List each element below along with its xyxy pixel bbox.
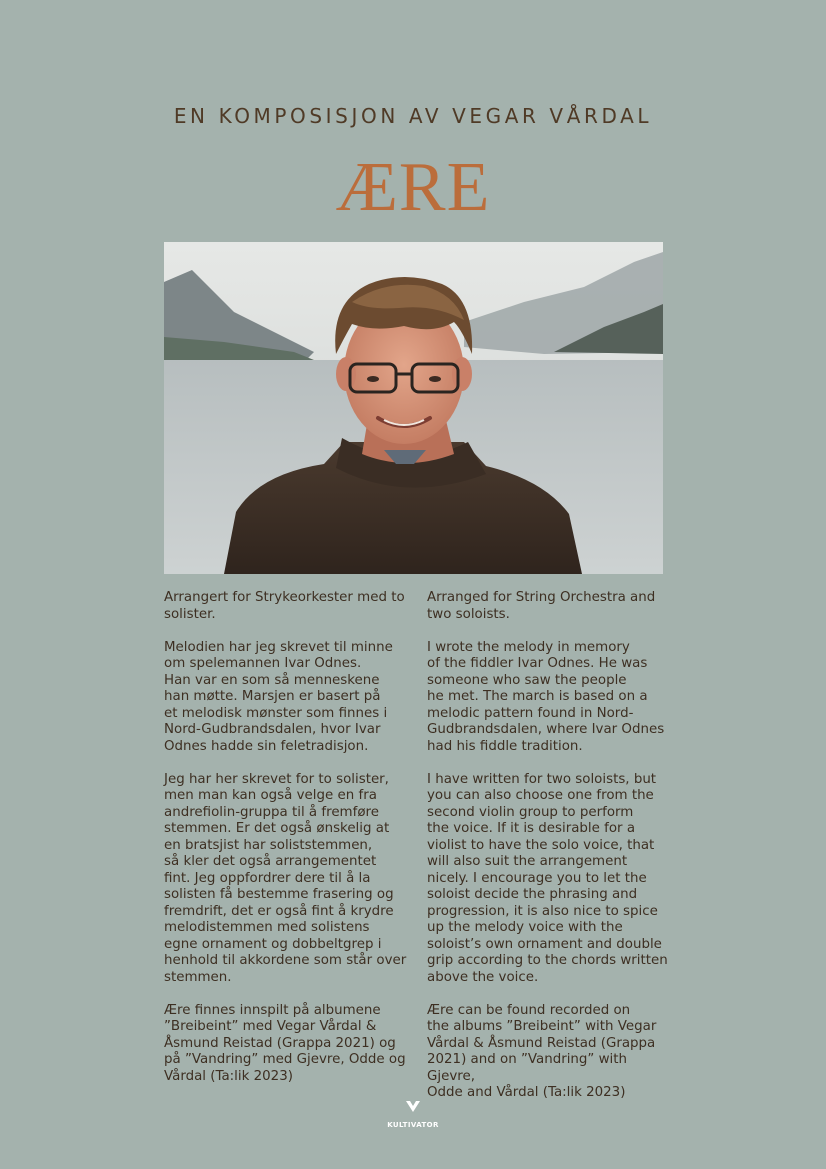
composer-kicker: EN KOMPOSISJON AV VEGAR VÅRDAL [173,104,653,128]
english-paragraph: Arranged for String Orchestra and two soloists. [427,590,656,622]
norwegian-text-column [164,590,412,1102]
portrait-photo [164,242,663,574]
publisher-name: KULTIVATOR [387,1121,439,1129]
english-text-column [427,590,675,1118]
page-title: ÆRE [335,149,491,226]
english-paragraph: I wrote the melody in memory of the fiddler Ivar Odnes. He was someone who saw the people he met. The march is based on a melodic pattern found in Nord- Gudbrandsdalen, where Ivar Odnes had his fiddle tradition. [427,639,665,754]
english-paragraph: I have written for two soloists, but you can also choose one from the second violin group to perform the voice. If it is desirable for a violist to have the solo voice, that will also suit the arrangement nicely. I encourage you to let the soloist decide the phrasing and progression, it is also nice to spice up the melody voice with the soloist’s own ornament and double grip according to the chords written above the voice. [427,771,668,985]
publisher-footer [0,1100,826,1129]
norwegian-paragraph: Jeg har her skrevet for to solister, men man kan også velge en fra andrefiolin-gruppa til å fremføre stemmen. Er det også ønskelig at en bratsjist har soliststemmen, så kler det også arrangementet fint. Jeg oppfordrer dere til å la solisten få bestemme frasering og fremdrift, det er også fint å krydre melodistemmen med solistens egne ornament og dobbeltgrep i henhold til akkordene som står over stemmen. [164,771,407,985]
norwegian-paragraph: Ære finnes innspilt på albumene ”Breibeint” med Vegar Vårdal & Åsmund Reistad (Grappa 2021) og på ”Vandring” med Gjevre, Odde og Vårdal (Ta:lik 2023) [164,1002,406,1084]
norwegian-paragraph: Arrangert for Strykeorkester med to solister. [164,590,405,622]
kultivator-logo-icon [405,1100,421,1114]
norwegian-paragraph: Melodien har jeg skrevet til minne om spelemannen Ivar Odnes. Han var en som så menneskene han møtte. Marsjen er basert på et melodisk mønster som finnes i Nord-Gudbrandsdalen, hvor Ivar Odnes hadde sin feletradisjon. [164,639,393,754]
english-paragraph: Ære can be found recorded on the albums ”Breibeint” with Vegar Vårdal & Åsmund Reistad (Grappa 2021) and on ”Vandring” with Gjevre, Odde and Vårdal (Ta:lik 2023) [427,1002,657,1100]
